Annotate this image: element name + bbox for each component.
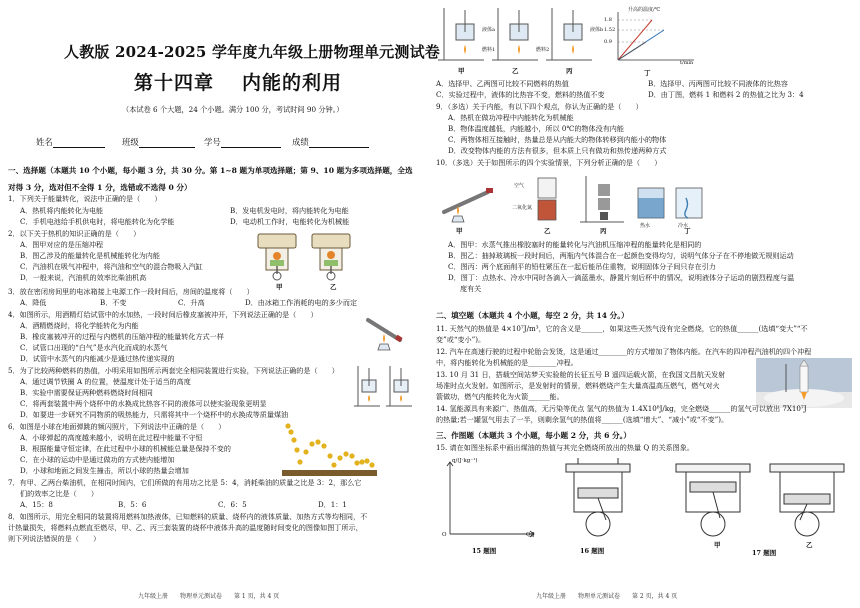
q10-option-d-cont: 度有关 bbox=[460, 284, 482, 293]
question-12-cont: 中，将内能转化为机械能的是________冲程。 bbox=[436, 358, 578, 367]
q3-option-a: A．降低 bbox=[20, 298, 47, 307]
question-13-cont-2: 箭做功，燃气内能转化为火箭______能。 bbox=[436, 392, 564, 401]
question-7-cont: 们的效率之比是（ ） bbox=[20, 489, 99, 498]
q2-option-b: B．图乙涉及的能量转化是机械能转化为内能 bbox=[20, 251, 160, 260]
q8-temperature-chart bbox=[602, 8, 698, 68]
fig8-label-liquid-a: 液体a bbox=[482, 27, 495, 33]
q7-option-d: D．1：1 bbox=[318, 500, 347, 509]
fig8-label-liquid-b: 液体b bbox=[590, 27, 604, 33]
question-8-cont-2: 则下列说法错误的是（ ） bbox=[8, 534, 101, 543]
question-13-cont: 场准时点火发射。如图所示，是发射时的情景，燃料燃烧产生大量高温高压燃气，燃气对火 bbox=[436, 381, 720, 390]
question-14: 14. 氢能源具有来源广、热值高，无污染等优点 氢气的热值为 1.4X10⁸J/kg，完全燃烧______的氢气可以放出 7X10⁷J bbox=[436, 404, 807, 413]
question-7: 7．有甲、乙两台柴油机，在相同时间内，它们所做的有用功之比是 5：4，消耗柴油的质量之比是 3：2，那么它 bbox=[8, 478, 362, 487]
student-id-field[interactable] bbox=[204, 136, 281, 148]
q10-option-d: D．图丁：点热水、冷水中同时各滴入一滴蓝墨水，静置片刻后杯中的情况，说明液体分子运动的剧烈程度与温 bbox=[448, 273, 795, 282]
question-15: 15. 请在如图坐标系中画出煤油的热值与其完全燃烧所放出的热量 Q 的关系图象。 bbox=[436, 443, 694, 452]
q13-rocket-launch-image bbox=[756, 358, 852, 408]
q7-option-c: C．6：5 bbox=[218, 500, 247, 509]
q8-option-b: B．选择甲、丙两图可比较不同液体的比热容 bbox=[648, 79, 788, 88]
q4-test-tube-figure bbox=[360, 310, 410, 356]
fig8-label-bing: 丙 bbox=[566, 67, 573, 75]
question-2: 2．以下关于热机的知识正确的是（ ） bbox=[8, 229, 141, 238]
chart-tick-3: 0.9 bbox=[604, 39, 612, 45]
fig10-label-ding: 丁 bbox=[684, 227, 691, 235]
q1-option-d: D．电动机工作时，电能转化为机械能 bbox=[230, 217, 350, 226]
section-1-heading: 一、选择题（本题共 10 个小题，每小题 3 分，共 30 分。第 1~8 题为单项选择题；第 9、10 题为多项选择题，全选 bbox=[8, 166, 413, 175]
q2-option-a: A．图甲对应的是压缩冲程 bbox=[20, 240, 104, 249]
chart-ylabel: 升高的温度/℃ bbox=[628, 7, 661, 13]
engine-yi-icon bbox=[312, 234, 350, 280]
question-10: 10．（多选）关于如图所示的四个实验情景，下列分析正确的是（ ） bbox=[436, 158, 662, 167]
chart-line-jia bbox=[618, 20, 652, 60]
class-field[interactable] bbox=[122, 136, 195, 148]
q10-option-b: B．图乙：抽掉玻璃板一段时间后，两瓶内气体混合在一起颜色变得均匀，说明气体分子在不停地做无规则运动 bbox=[448, 251, 794, 260]
question-4: 4．如图所示，用酒精灯给试管中的水加热，一段时间后橡皮塞被冲开，下列说法正确的是（ ） bbox=[8, 310, 318, 319]
q15-axes-figure bbox=[438, 456, 538, 540]
q16-engine-figure bbox=[556, 458, 640, 540]
fig15-origin: O bbox=[442, 532, 447, 538]
question-11-cont: 变”或“变小”)。 bbox=[436, 335, 486, 344]
fig10-label-yi: 乙 bbox=[544, 227, 551, 235]
question-3: 3．放在密闭房间里的电冰箱接上电源工作一段时间后，房间的温度将（ ） bbox=[8, 287, 254, 296]
fig15-ylabel: q/(J·kg⁻¹) bbox=[452, 458, 478, 464]
q2-option-d: D．一般来说，汽油机的效率比柴油机高 bbox=[20, 273, 147, 282]
q8-option-c: C．实验过程中，液体的比热容不变，燃料的热值不变 bbox=[436, 90, 605, 99]
fig16-caption: 16 题图 bbox=[580, 547, 605, 555]
chapter-number: 第十四章 bbox=[134, 72, 215, 94]
score-label: 成绩 bbox=[292, 137, 309, 147]
q5-option-a: A．通过调节铁圈 A 的位置，使温度计处于适当的高度 bbox=[20, 377, 191, 386]
section-2-heading: 二、填空题（本题共 4 个小题，每空 2 分，共 14 分。） bbox=[436, 311, 629, 320]
question-8: 8．如图所示，用完全相同的装置将用燃料加热液体，已知燃料的质量、烧杯内的液体质量、加热方式等均相同，不 bbox=[8, 512, 368, 521]
exam-note: （本试卷 6 个大题，24 个小题。满分 100 分，考试时间 90 分钟。） bbox=[122, 105, 344, 114]
q6-option-c: C．在小球的运动中是通过做功的方式使内能增加 bbox=[20, 455, 175, 464]
q8-apparatus-figure bbox=[434, 4, 602, 66]
chart-line-bing bbox=[618, 42, 646, 60]
q10-option-a: A．图甲：水蒸气推出橡胶塞时的能量转化与汽油机压缩冲程的能量转化是相同的 bbox=[448, 240, 702, 249]
chart-tick-2: 1.52 bbox=[604, 27, 616, 33]
q6-option-a: A．小球弹起的高度越来越小，说明在此过程中能量不守恒 bbox=[20, 433, 203, 442]
q9-option-b: B．物体温度越低，内能越小，所以 0℃的物体没有内能 bbox=[448, 124, 624, 133]
question-12: 12. 汽车在高速行驶的过程中轮胎会发烫，这是通过________的方式增加了物体内能。在汽车的四冲程汽油机的四个冲程 bbox=[436, 347, 812, 356]
fig10-label-no2: 二氧化氮 bbox=[512, 205, 533, 211]
chapter-title: 内能的利用 bbox=[242, 72, 343, 94]
fig10-bing-icon bbox=[580, 176, 624, 222]
fig17-label-jia: 甲 bbox=[714, 541, 721, 549]
q5-option-b: B．实验中需要保证两种燃料燃烧时间相同 bbox=[20, 388, 153, 397]
fig17-label-yi: 乙 bbox=[806, 541, 813, 549]
chart-tick-1: 1.8 bbox=[604, 17, 612, 23]
fig2-label-yi: 乙 bbox=[330, 283, 337, 291]
fig8-label-jia: 甲 bbox=[458, 67, 465, 75]
q1-option-a: A．热机将内能转化为电能 bbox=[20, 206, 104, 215]
q2-engine-figure bbox=[252, 230, 362, 286]
chapter-heading bbox=[134, 68, 342, 95]
q6-option-b: B．根据能量守恒定律，在此过程中小球的机械能总量是保持不变的 bbox=[20, 444, 231, 453]
question-9: 9．（多选）关于内能，有以下四个观点，你认为正确的是（ ） bbox=[436, 102, 643, 111]
q8-option-a: A．选择甲、乙两图可比较不同燃料的热值 bbox=[436, 79, 569, 88]
question-14-cont: 的热量;若一罐氢气用去了一半，则剩余氢气的热值将______(选填“增大”、“减小”或“不变”)。 bbox=[436, 415, 729, 424]
q9-option-d: D．改变物体内能的方法有很多，但本质上只有做功和热传递两种方式 bbox=[448, 146, 667, 155]
q5-option-c: C．将两套装置中两个烧杯中的水换成比热容不同的液体可以使实验现象更明显 bbox=[20, 399, 267, 408]
chart-xlabel: t/min bbox=[680, 60, 694, 66]
question-13: 13. 10 月 31 日，搭载空间站梦天实验舱的长征五号 B 遥四运载火箭，在我国文昌航天发射 bbox=[436, 370, 726, 379]
question-11: 11. 天然气的热值是 4×10⁷J/m³，它的含义是______，如果这些天然气没有完全燃烧，它的热值______(选填“变大”“不 bbox=[436, 324, 808, 333]
q6-bouncing-ball-figure bbox=[282, 418, 377, 478]
exam-title: 人教版 2024-2025 学年度九年级上册物理单元测试卷 bbox=[64, 43, 440, 61]
question-1: 1．下列关于能量转化，说法中正确的是（ ） bbox=[8, 194, 162, 203]
engine-jia-icon bbox=[258, 234, 296, 280]
fig8-label-fuel-1: 燃料1 bbox=[482, 47, 496, 53]
q1-option-b: B．发电机发电时，将内能转化为电能 bbox=[230, 206, 349, 215]
fig2-label-jia: 甲 bbox=[276, 283, 283, 291]
q4-option-d: D．试管中水蒸气的内能减少是通过热传递实现的 bbox=[20, 354, 175, 363]
page-2 bbox=[430, 0, 860, 608]
fig10-label-bing: 丙 bbox=[600, 227, 607, 235]
class-label: 班级 bbox=[122, 137, 139, 147]
fig10-label-jia: 甲 bbox=[456, 227, 463, 235]
fig10-label-air: 空气 bbox=[514, 183, 525, 189]
fig15-caption: 15 题图 bbox=[472, 547, 497, 555]
section-3-heading: 三、作图题（本题共 3 个小题，每小题 2 分，共 6 分。） bbox=[436, 431, 631, 440]
footer-page-1: 九年级上册 物理单元测试卷 第 1 页，共 4 页 bbox=[138, 593, 280, 600]
fig10-ding-icon bbox=[638, 188, 702, 218]
name-label: 姓名 bbox=[36, 137, 53, 147]
q3-option-b: B．不变 bbox=[100, 298, 127, 307]
fig10-label-hot-water: 热水 bbox=[640, 223, 651, 229]
fig10-jia-icon bbox=[444, 188, 493, 222]
fig17-caption: 17 题图 bbox=[752, 549, 777, 557]
q4-option-b: B．橡皮塞被冲开的过程与内燃机的压缩冲程的能量转化方式一样 bbox=[20, 332, 224, 341]
question-6: 6．如图是小球在地面弹跳的频闪照片，下列说法中正确的是（ ） bbox=[8, 422, 226, 431]
q7-option-b: B．5：6 bbox=[118, 500, 147, 509]
q3-option-c: C．升高 bbox=[178, 298, 205, 307]
q2-option-c: C．汽油机在吸气冲程中，将汽油和空气的混合物吸入汽缸 bbox=[20, 262, 203, 271]
fig8-label-fuel-2: 燃料2 bbox=[536, 47, 550, 53]
q17-engines-figure bbox=[670, 458, 852, 540]
fig15-xlabel: Q/J bbox=[526, 532, 535, 538]
q10-experiments-figure bbox=[438, 172, 738, 226]
q4-option-a: A．酒精燃烧时，将化学能转化为内能 bbox=[20, 321, 139, 330]
q3-option-d: D．由冰箱工作消耗的电的多少而定 bbox=[245, 298, 358, 307]
footer-page-2: 九年级上册 物理单元测试卷 第 2 页，共 4 页 bbox=[536, 593, 678, 600]
fig8-label-yi: 乙 bbox=[512, 67, 519, 75]
q10-option-c: C．图丙：两个底面削平的铅柱紧压在一起后能吊住重物，说明固体分子间只存在引力 bbox=[448, 262, 716, 271]
fig10-yi-icon bbox=[538, 178, 556, 220]
q8-option-d: D．由丁图，燃料 1 和燃料 2 的热值之比为 3：4 bbox=[648, 90, 804, 99]
section-1-heading-cont: 对得 3 分，选对但不全得 1 分，选错或不选得 0 分） bbox=[8, 183, 192, 192]
student-id-label: 学号 bbox=[204, 137, 221, 147]
question-5: 5．为了比较两种燃料的热值，小明采用如图所示两套完全相同装置进行实验，下列说法正确的是（ ） bbox=[8, 366, 339, 375]
q9-option-c: C．两物体相互接触时，热量总是从内能大的物体转移到内能小的物体 bbox=[448, 135, 667, 144]
q1-option-c: C．手机电池给手机供电时，将电能转化为化学能 bbox=[20, 217, 175, 226]
q4-option-c: C．试管口出现的“白气”是水汽化而成的水蒸气 bbox=[20, 343, 168, 352]
fig8-label-ding: 丁 bbox=[644, 69, 651, 77]
q6-option-d: D．小球和地面之间发生撞击，所以小球的热量会增加 bbox=[20, 466, 189, 475]
score-field[interactable] bbox=[292, 136, 369, 148]
fig10-label-cold-water: 冷水 bbox=[678, 223, 689, 229]
q7-option-a: A．15：8 bbox=[20, 500, 53, 509]
question-8-cont: 计热量损失，将燃料点燃直至燃尽，甲、乙、丙三套装置的烧杯中液体升高的温度随时间变化的图像如图丁所示， bbox=[8, 523, 363, 532]
name-field[interactable] bbox=[36, 136, 105, 148]
q5-apparatus-figure bbox=[350, 362, 420, 408]
q5-option-d: D．如要进一步研究不同物质的吸热能力，只需将其中一个烧杯中的水换成等质量煤油 bbox=[20, 410, 289, 419]
q9-option-a: A．热机在做功冲程中内能转化为机械能 bbox=[448, 113, 574, 122]
